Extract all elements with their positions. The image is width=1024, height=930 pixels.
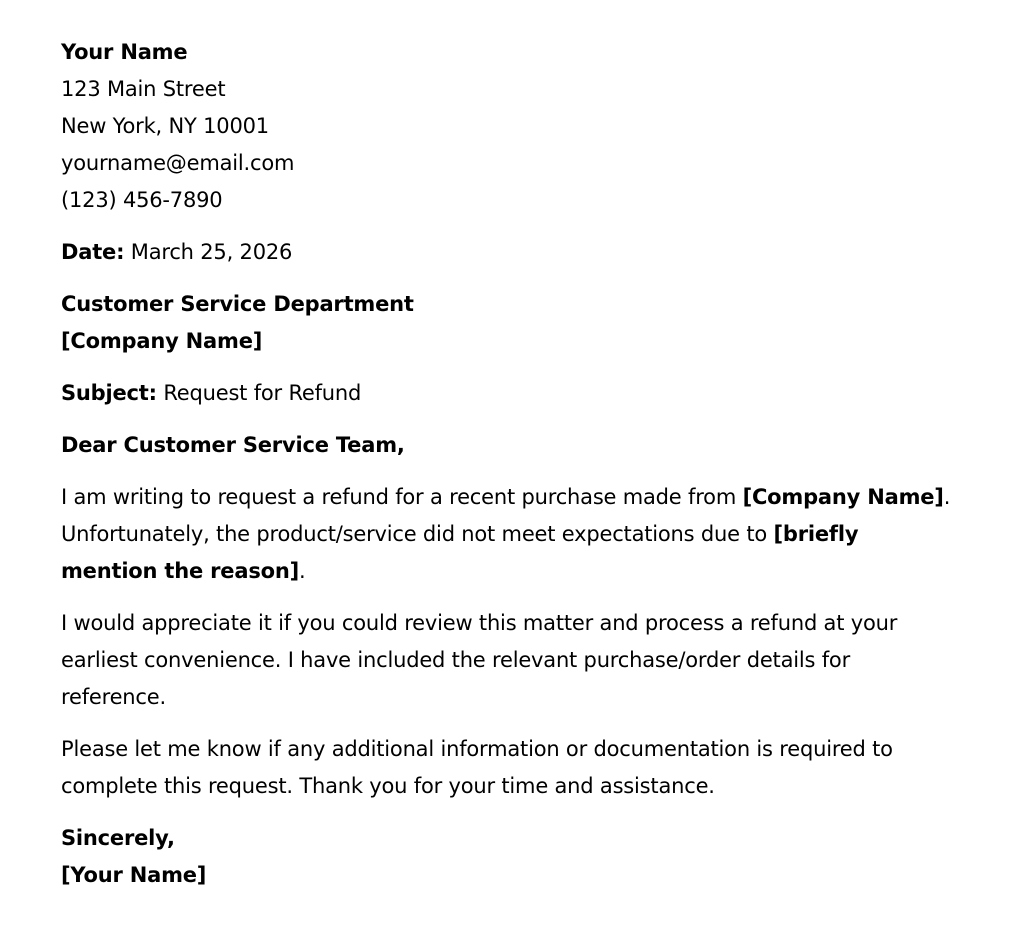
subject-line — [61, 375, 984, 412]
p2-line-2: earliest convenience. I have included the relevant purchase/order details for — [61, 648, 851, 672]
closing-block — [61, 820, 984, 894]
p1-text-4: . — [299, 559, 306, 583]
sender-city: New York, NY 10001 — [61, 114, 269, 138]
p1-text-2: . — [943, 485, 951, 509]
subject-label: Subject: — [61, 381, 157, 405]
recipient-company: [Company Name] — [61, 329, 263, 353]
salutation — [61, 427, 984, 464]
body-paragraph-3 — [61, 731, 986, 805]
recipient-block — [61, 286, 984, 360]
p1-text-3: Unfortunately, the product/service did not meet expectations due to — [61, 522, 774, 546]
sender-street: 123 Main Street — [61, 77, 226, 101]
date-value: March 25, 2026 — [124, 240, 293, 264]
p3-line-1: Please let me know if any additional information or documentation is required to — [61, 737, 893, 761]
p1-text-1: I am writing to request a refund for a recent purchase made from — [61, 485, 743, 509]
body-paragraph-1 — [61, 479, 986, 590]
signature-placeholder: [Your Name] — [61, 863, 207, 887]
p1-reason-placeholder-2: mention the reason] — [61, 559, 299, 583]
recipient-department: Customer Service Department — [61, 292, 414, 316]
p1-company-placeholder: [Company Name] — [742, 485, 944, 509]
p3-line-2: complete this request. Thank you for your time and assistance. — [61, 774, 715, 798]
salutation-text: Dear Customer Service Team, — [61, 433, 405, 457]
body-paragraph-2 — [61, 605, 986, 716]
p2-line-3: reference. — [61, 685, 166, 709]
p2-line-1: I would appreciate it if you could review this matter and process a refund at your — [61, 611, 898, 635]
date-label: Date: — [61, 240, 125, 264]
sender-block — [61, 34, 984, 219]
subject-value: Request for Refund — [156, 381, 362, 405]
p1-reason-placeholder-1: [briefly — [773, 522, 859, 546]
sender-phone: (123) 456-7890 — [61, 188, 223, 212]
sender-email: yourname@email.com — [61, 151, 295, 175]
valediction: Sincerely, — [61, 826, 175, 850]
date-line — [61, 234, 984, 271]
sender-name: Your Name — [61, 40, 188, 64]
